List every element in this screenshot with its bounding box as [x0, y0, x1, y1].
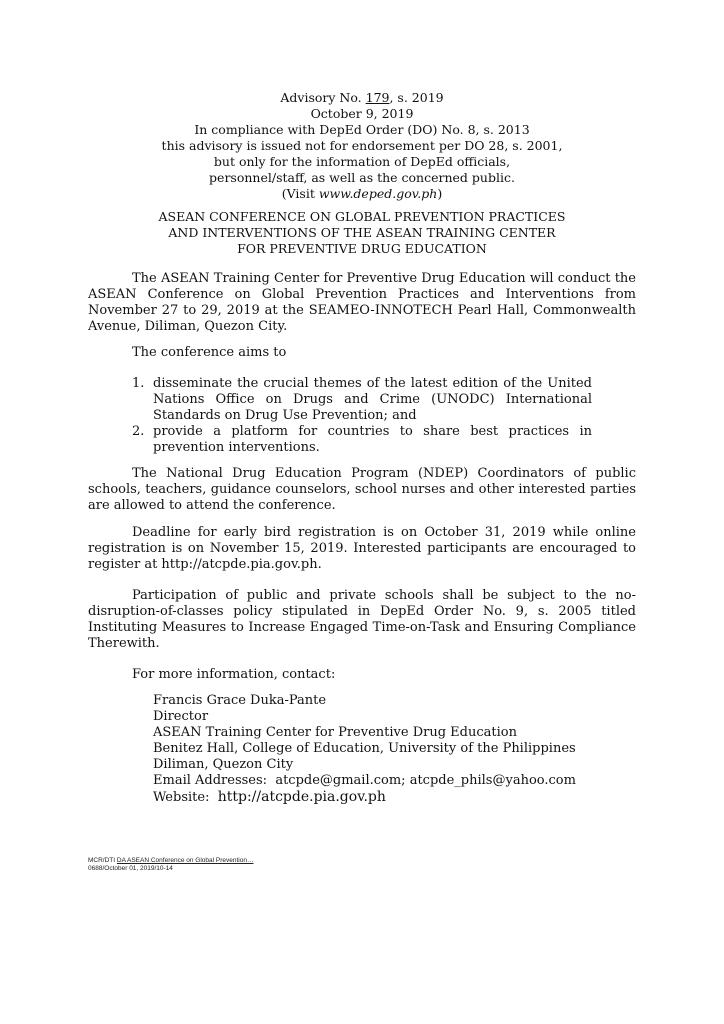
advisory-number-line [0, 90, 724, 106]
contact-website-line [153, 789, 576, 806]
contact-address-1: Benitez Hall, College of Education, University of the Philippines [153, 741, 576, 756]
visit-suffix: ) [437, 186, 443, 201]
website-link[interactable]: http://atcpde.pia.gov.ph [217, 789, 386, 805]
contact-address-2: Diliman, Quezon City [153, 757, 294, 772]
paragraph-ndep: The National Drug Education Program (NDEP) Coordinators of public schools, teachers, guidance counselors, school nurses and other interested parties are allowed to attend the conference. [88, 466, 636, 513]
list-item-text: disseminate the crucial themes of the latest edition of the United Nations Office on Drugs and Crime (UNODC) International Standards on Drug Use Prevention; and [153, 376, 592, 423]
footer-line-2: 0688/October 01, 2019/10-14 [88, 865, 173, 872]
contact-name: Francis Grace Duka-Pante [153, 693, 327, 708]
advisory-header [0, 90, 724, 202]
advisory-number: 179 [365, 90, 390, 105]
visit-prefix: (Visit [281, 186, 319, 201]
website-label: Website: [153, 790, 218, 805]
title-line-3: FOR PREVENTIVE DRUG EDUCATION [237, 241, 487, 256]
document-title [0, 209, 724, 257]
paragraph-intro: The ASEAN Training Center for Preventive Drug Education will conduct the ASEAN Conference on Global Prevention Practices and Interventions from November 27 to 29, 2019 at the SEAMEO-INNOTECH Pearl Hall, Commonwealth Avenue, Diliman, Quezon City. [88, 271, 636, 334]
compliance-line-3: but only for the information of DepEd officials, [213, 154, 511, 169]
contact-details [153, 693, 576, 806]
title-line-1: ASEAN CONFERENCE ON GLOBAL PREVENTION PRACTICES [158, 209, 566, 224]
email-label: Email Addresses: [153, 773, 276, 788]
paragraph-ndep-block [88, 466, 636, 514]
aims-intro: The conference aims to [132, 345, 287, 360]
advisory-prefix: Advisory No. [280, 90, 366, 105]
paragraph-participation: Participation of public and private schools shall be subject to the no-disruption-of-classes policy stipulated in DepEd Order No. 9, s. 2005 titled Instituting Measures to Increase Engaged Time-on-Task and Ensuring Compliance Therewith. [88, 588, 636, 651]
advisory-suffix: , s. 2019 [389, 90, 444, 105]
advisory-date: October 9, 2019 [310, 106, 414, 121]
list-item [132, 376, 592, 424]
aims-list [132, 376, 592, 456]
title-line-2: AND INTERVENTIONS OF THE ASEAN TRAINING CENTER [168, 225, 556, 240]
footer-prefix: MCR/DTI [88, 857, 117, 864]
contact-office: ASEAN Training Center for Preventive Drug Education [153, 725, 517, 740]
list-item-text: provide a platform for countries to share best practices in prevention interventions. [153, 424, 592, 455]
contact-position: Director [153, 709, 209, 724]
list-item-number: 1. [132, 376, 145, 391]
contact-email-line [153, 773, 576, 789]
footer-file-link: DA ASEAN Conference on Global Prevention… [116, 857, 254, 864]
compliance-line-4: personnel/staff, as well as the concerned public. [209, 170, 515, 185]
visit-line [0, 186, 724, 202]
deped-website-link[interactable]: www.deped.gov.ph [318, 186, 438, 201]
list-item [132, 424, 592, 456]
compliance-line-2: this advisory is issued not for endorsement per DO 28, s. 2001, [161, 138, 563, 153]
contact-intro: For more information, contact: [132, 667, 336, 682]
footer-line-1 [88, 857, 253, 865]
paragraph-registration-block [88, 525, 636, 573]
paragraph-intro-block [88, 271, 636, 335]
email-addresses[interactable]: atcpde@gmail.com; atcpde_phils@yahoo.com [275, 773, 576, 788]
compliance-line-1: In compliance with DepEd Order (DO) No. 8, s. 2013 [194, 122, 530, 137]
document-footer [88, 857, 253, 873]
paragraph-registration: Deadline for early bird registration is on October 31, 2019 while online registration is on November 15, 2019. Interested participants are encouraged to register at http://atcpde.pia.gov.ph. [88, 525, 636, 572]
list-item-number: 2. [132, 424, 145, 439]
paragraph-participation-block [88, 588, 636, 652]
